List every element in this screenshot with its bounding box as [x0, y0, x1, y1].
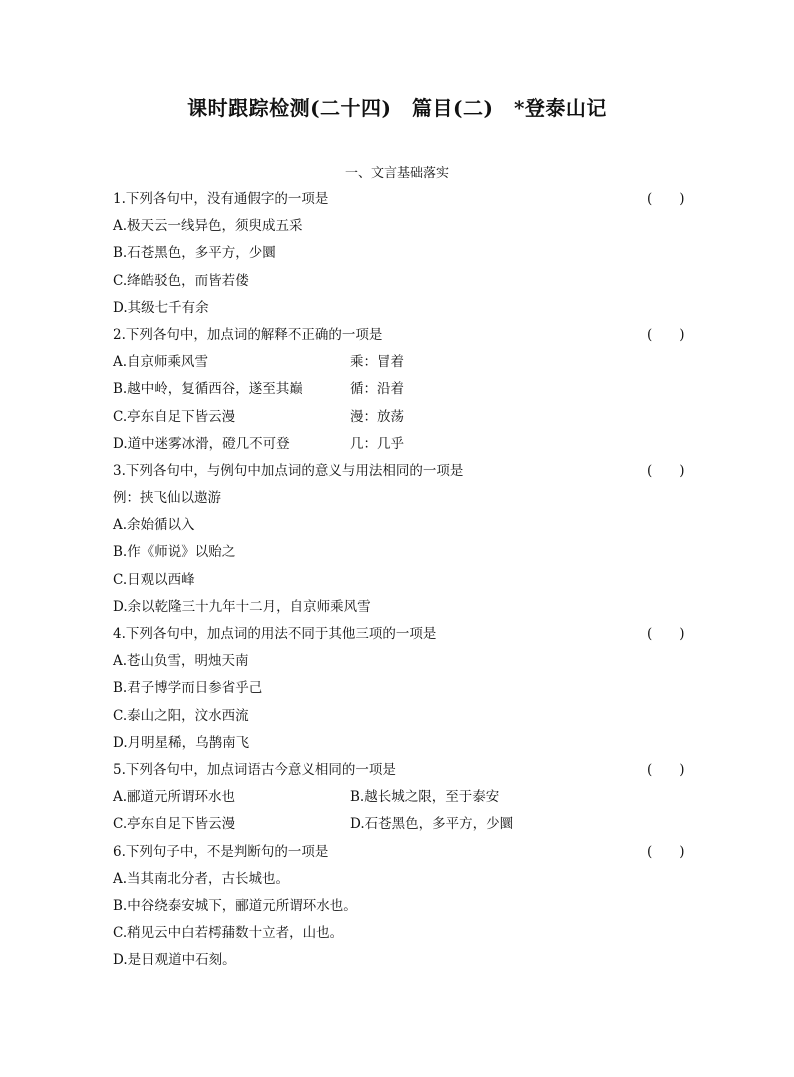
question-5-options-row-1 [113, 784, 683, 811]
answer-blank: ( ) [647, 191, 685, 207]
question-4-option-c: C.泰山之阳，汶水西流 [113, 707, 249, 724]
question-6-option-a: A.当其南北分者，古长城也。 [113, 870, 290, 887]
option-text: D.道中迷雾冰滑，磴几不可登 [113, 435, 290, 452]
question-2-stem [113, 322, 683, 349]
option-gloss: 乘：冒着 [350, 354, 404, 371]
question-2-option-d [113, 431, 683, 458]
question-5-stem [113, 757, 683, 784]
answer-blank: ( ) [647, 326, 685, 343]
question-1-option-d: D.其级七千有余 [113, 299, 209, 316]
option-gloss: 循：沿着 [350, 381, 404, 398]
answer-blank: ( ) [647, 843, 685, 860]
question-stem-text: 5.下列各句中，加点词语古今意义相同的一项是 [113, 761, 396, 778]
question-2-option-a [113, 349, 683, 376]
question-3-option-c: C.日观以西峰 [113, 571, 195, 588]
question-4-stem [113, 621, 683, 648]
option-gloss: 漫：放荡 [350, 408, 404, 425]
question-3-option-a: A.余始循以入 [113, 517, 195, 534]
option-text: C.亭东自足下皆云漫 [113, 408, 236, 425]
question-stem-text: 1.下列各句中，没有通假字的一项是 [113, 191, 329, 207]
question-3-stem [113, 458, 683, 485]
page-title: 课时跟踪检测(二十四) 篇目(二) *登泰山记 [187, 96, 607, 120]
question-6-option-b: B.中谷绕泰安城下，郦道元所谓环水也。 [113, 897, 357, 914]
question-1-stem [113, 186, 683, 213]
question-4-option-d: D.月明星稀，乌鹊南飞 [113, 734, 250, 751]
question-stem-text: 6.下列句子中，不是判断句的一项是 [113, 843, 329, 860]
option-gloss: 几：几乎 [350, 435, 404, 452]
question-5-option-c: C.亭东自足下皆云漫 [113, 816, 236, 833]
question-5-options-row-2 [113, 811, 683, 838]
answer-blank: ( ) [647, 761, 685, 778]
question-stem-text: 3.下列各句中，与例句中加点词的意义与用法相同的一项是 [113, 462, 464, 479]
answer-blank: ( ) [647, 626, 685, 642]
question-4-option-a: A.苍山负雪，明烛天南 [113, 653, 249, 670]
question-3-option-b: B.作《师说》以贻之 [113, 544, 236, 561]
question-6-option-d: D.是日观道中石刻。 [113, 952, 236, 969]
question-stem-text: 4.下列各句中，加点词的用法不同于其他三项的一项是 [113, 626, 437, 642]
question-2-option-b [113, 376, 683, 403]
question-2-option-c [113, 404, 683, 431]
question-5-option-d: D.石苍黑色，多平方，少圜 [350, 816, 514, 833]
question-3-option-d: D.余以乾隆三十九年十二月，自京师乘风雪 [113, 598, 371, 615]
question-stem-text: 2.下列各句中，加点词的解释不正确的一项是 [113, 326, 383, 343]
question-4-option-b: B.君子博学而日参省乎己 [113, 680, 263, 697]
question-6-option-c: C.稍见云中白若樗蒱数十立者，山也。 [113, 925, 344, 942]
section-title: 一、文言基础落实 [344, 166, 449, 181]
question-1-option-a: A.极天云一线异色，须臾成五采 [113, 218, 303, 235]
answer-blank: ( ) [647, 462, 685, 479]
question-3-example: 例：挟飞仙以遨游 [113, 490, 221, 507]
question-1-option-c: C.绛皓驳色，而皆若偻 [113, 272, 249, 289]
question-list [113, 186, 683, 974]
option-text: B.越中岭，复循西谷，遂至其巅 [113, 381, 303, 398]
question-5-option-b: B.越长城之限，至于泰安 [350, 789, 500, 806]
option-text: A.自京师乘风雪 [113, 354, 209, 371]
question-6-stem [113, 839, 683, 866]
question-5-option-a: A.郦道元所谓环水也 [113, 789, 236, 806]
question-1-option-b: B.石苍黑色，多平方，少圜 [113, 245, 276, 262]
